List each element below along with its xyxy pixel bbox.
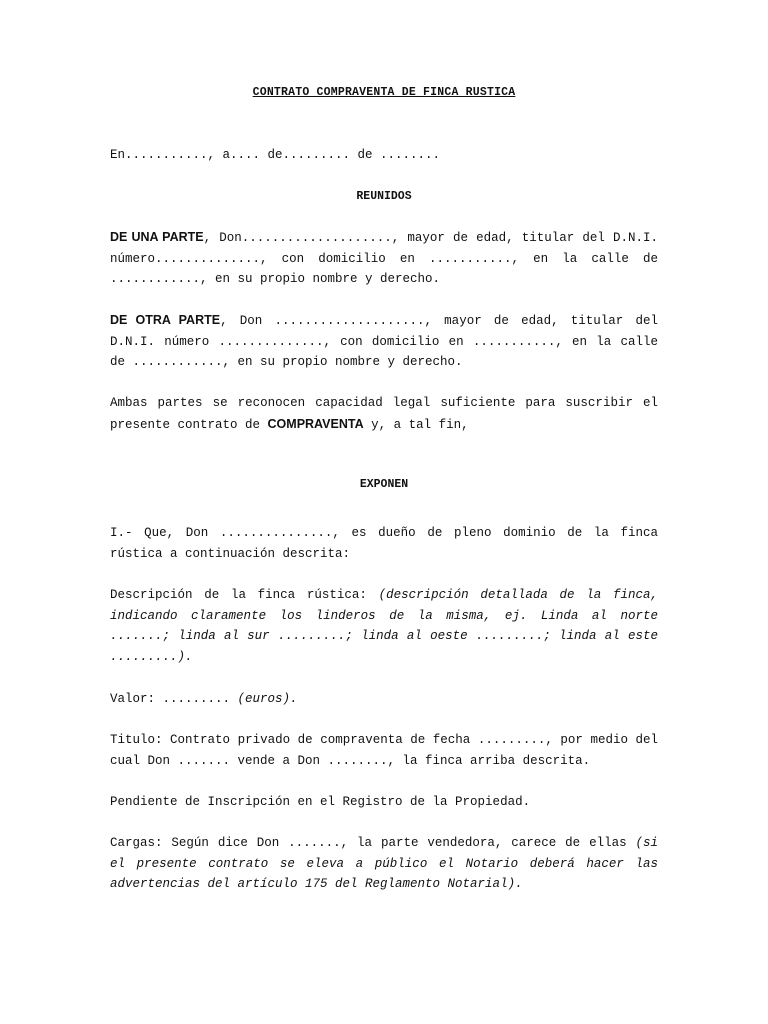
party-two-label: DE OTRA PARTE — [110, 313, 221, 327]
party-two-paragraph — [110, 310, 658, 373]
description-paragraph — [110, 585, 658, 667]
capacity-text-before: Ambas partes se reconocen capacidad legal suficiente para suscribir el presente contrato de — [110, 396, 658, 432]
value-label: Valor: ......... — [110, 692, 238, 706]
item-one-paragraph: I.- Que, Don ..............., es dueño de pleno dominio de la finca rústica a continuación descrita: — [110, 526, 658, 561]
cargas-text: Cargas: Según dice Don ......., la parte vendedora, carece de ellas — [110, 836, 636, 850]
capacity-text-after: y, a tal fin, — [363, 417, 469, 432]
party-one-paragraph — [110, 227, 658, 290]
place-date-line: En..........., a.... de......... de ........ — [110, 148, 441, 162]
capacity-bold-word: COMPRAVENTA — [267, 416, 364, 431]
cargas-paragraph — [110, 833, 658, 895]
value-paragraph — [110, 689, 658, 710]
party-two-text: , Don ...................., mayor de edad, titular del D.N.I. número .............., con domicilio en ..........., en la calle de ............, en su propio nombre y derecho. — [110, 314, 658, 370]
party-one-label: DE UNA PARTE — [110, 230, 204, 244]
heading-exponen: EXPONEN — [359, 478, 409, 491]
titulo-paragraph: Titulo: Contrato privado de compraventa de fecha ........., por medio del cual Don ....... vende a Don ........, la finca arriba descrita. — [110, 733, 658, 768]
pendiente-paragraph: Pendiente de Inscripción en el Registro de la Propiedad. — [110, 795, 531, 809]
description-italic: (descripción detallada de la finca, indicando claramente los linderos de la misma, ej. Linda al norte .......; linda al sur .........; linda al oeste .........; linda al este .........). — [110, 588, 658, 664]
cargas-italic: (si el presente contrato se eleva a público el Notario deberá hacer las advertencias del artículo 175 del Reglamento Notarial). — [110, 836, 658, 892]
value-italic: (euros). — [237, 692, 298, 706]
description-label: Descripción de la finca rústica: — [110, 588, 379, 602]
capacity-paragraph — [110, 393, 658, 435]
heading-reunidos: REUNIDOS — [356, 190, 412, 203]
party-one-text: , Don...................., mayor de edad, titular del D.N.I. número.............., con domicilio en ..........., en la calle de ............, en su propio nombre y derecho. — [110, 231, 658, 287]
document-title: CONTRATO COMPRAVENTA DE FINCA RUSTICA — [252, 86, 516, 99]
